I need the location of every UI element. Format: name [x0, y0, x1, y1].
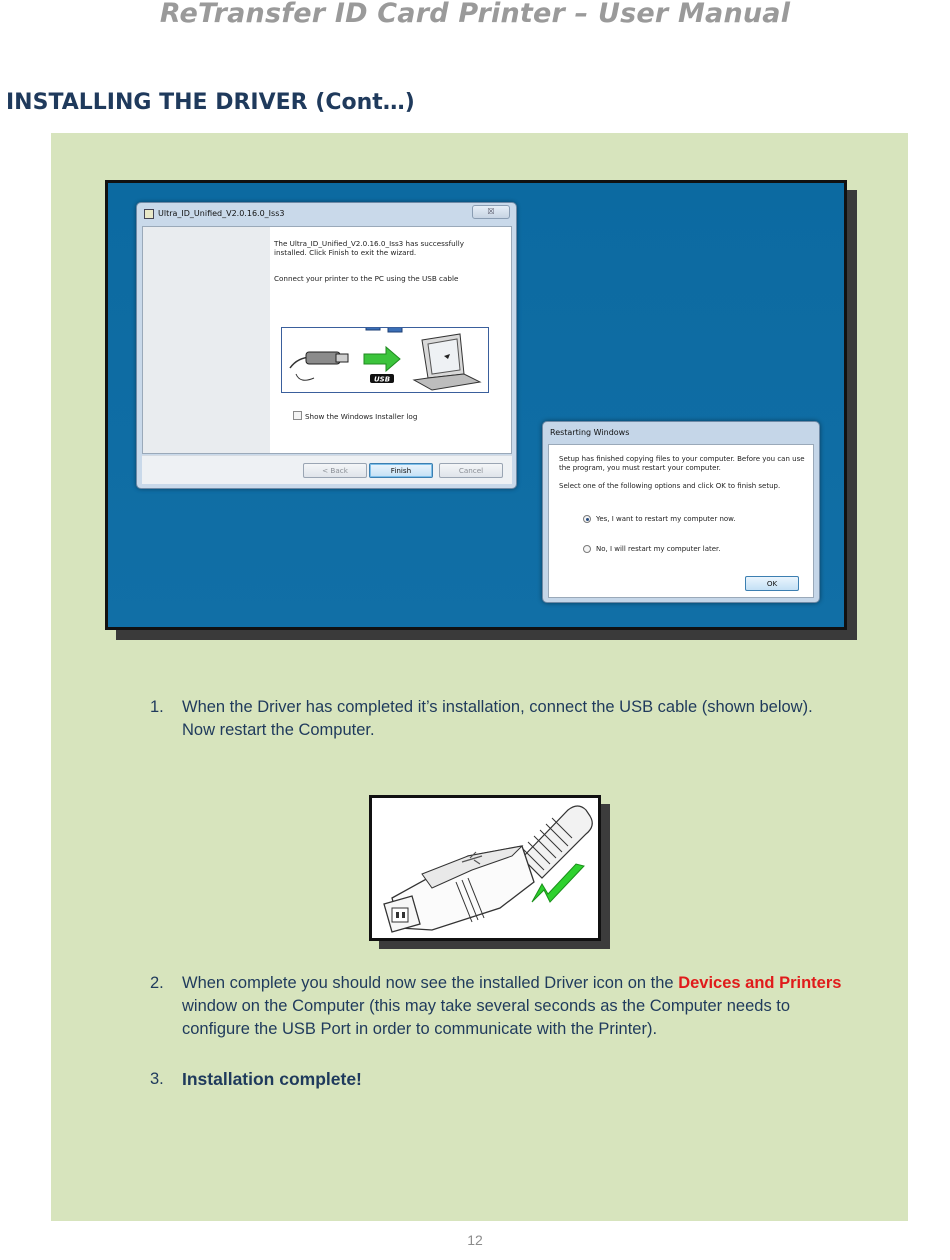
restart-instruction: Select one of the following options and click OK to finish setup.	[559, 482, 781, 490]
restart-dialog-body	[548, 444, 814, 598]
devices-and-printers-highlight: Devices and Printers	[678, 974, 842, 992]
restart-dialog-title: Restarting Windows	[550, 428, 630, 437]
step-text-end: window on the Computer (this may take several seconds as the Computer needs to configure the USB Port in order to communicate with the Printer).	[182, 997, 791, 1038]
step-text	[182, 972, 842, 1041]
installer-log-checkbox[interactable]	[293, 411, 302, 420]
wizard-side-panel	[143, 227, 270, 453]
wizard-titlebar	[137, 203, 516, 225]
restart-windows-dialog	[542, 421, 820, 603]
usb-connection-illustration	[281, 327, 489, 393]
restart-later-radio[interactable]	[583, 545, 591, 553]
step-text: When the Driver has completed it’s installation, connect the USB cable (shown below). Now restart the Computer.	[182, 698, 813, 739]
step-text-start: When complete you should now see the installed Driver icon on the	[182, 974, 679, 992]
ok-button[interactable]: OK	[745, 576, 799, 591]
restart-now-label: Yes, I want to restart my computer now.	[596, 515, 736, 523]
wizard-title: Ultra_ID_Unified_V2.0.16.0_Iss3	[158, 209, 285, 218]
usb-badge: USB	[373, 375, 391, 384]
step-number: 3.	[150, 1070, 164, 1088]
usb-b-connector-icon	[372, 798, 598, 938]
usb-cable-picture	[369, 795, 601, 941]
setup-wizard-window	[136, 202, 517, 489]
cancel-button[interactable]: Cancel	[439, 463, 503, 478]
wizard-footer	[142, 455, 512, 484]
finish-button[interactable]: Finish	[369, 463, 433, 478]
step-text: Installation complete!	[182, 1069, 362, 1089]
section-title: INSTALLING THE DRIVER (Cont…)	[6, 90, 415, 115]
installer-log-checkbox-label: Show the Windows Installer log	[305, 412, 418, 421]
step-number: 2.	[150, 974, 164, 992]
restart-now-radio[interactable]	[583, 515, 591, 523]
restart-later-label: No, I will restart my computer later.	[596, 545, 721, 553]
installer-icon	[144, 209, 154, 219]
back-button[interactable]: < Back	[303, 463, 367, 478]
wizard-connect-message: Connect your printer to the PC using the USB cable	[274, 274, 459, 283]
step-number: 1.	[150, 698, 164, 716]
usb-diagram-icon	[282, 328, 490, 394]
close-icon[interactable]: ☒	[472, 205, 510, 219]
restart-message: Setup has finished copying files to your computer. Before you can use the program, you must restart your computer.	[559, 455, 805, 472]
document-header-title: ReTransfer ID Card Printer – User Manual	[159, 0, 791, 29]
installer-screenshot	[105, 180, 847, 630]
wizard-body	[142, 226, 512, 454]
page-number: 12	[467, 1232, 483, 1248]
wizard-success-message: The Ultra_ID_Unified_V2.0.16.0_Iss3 has successfully installed. Click Finish to exit the wizard.	[274, 239, 464, 257]
